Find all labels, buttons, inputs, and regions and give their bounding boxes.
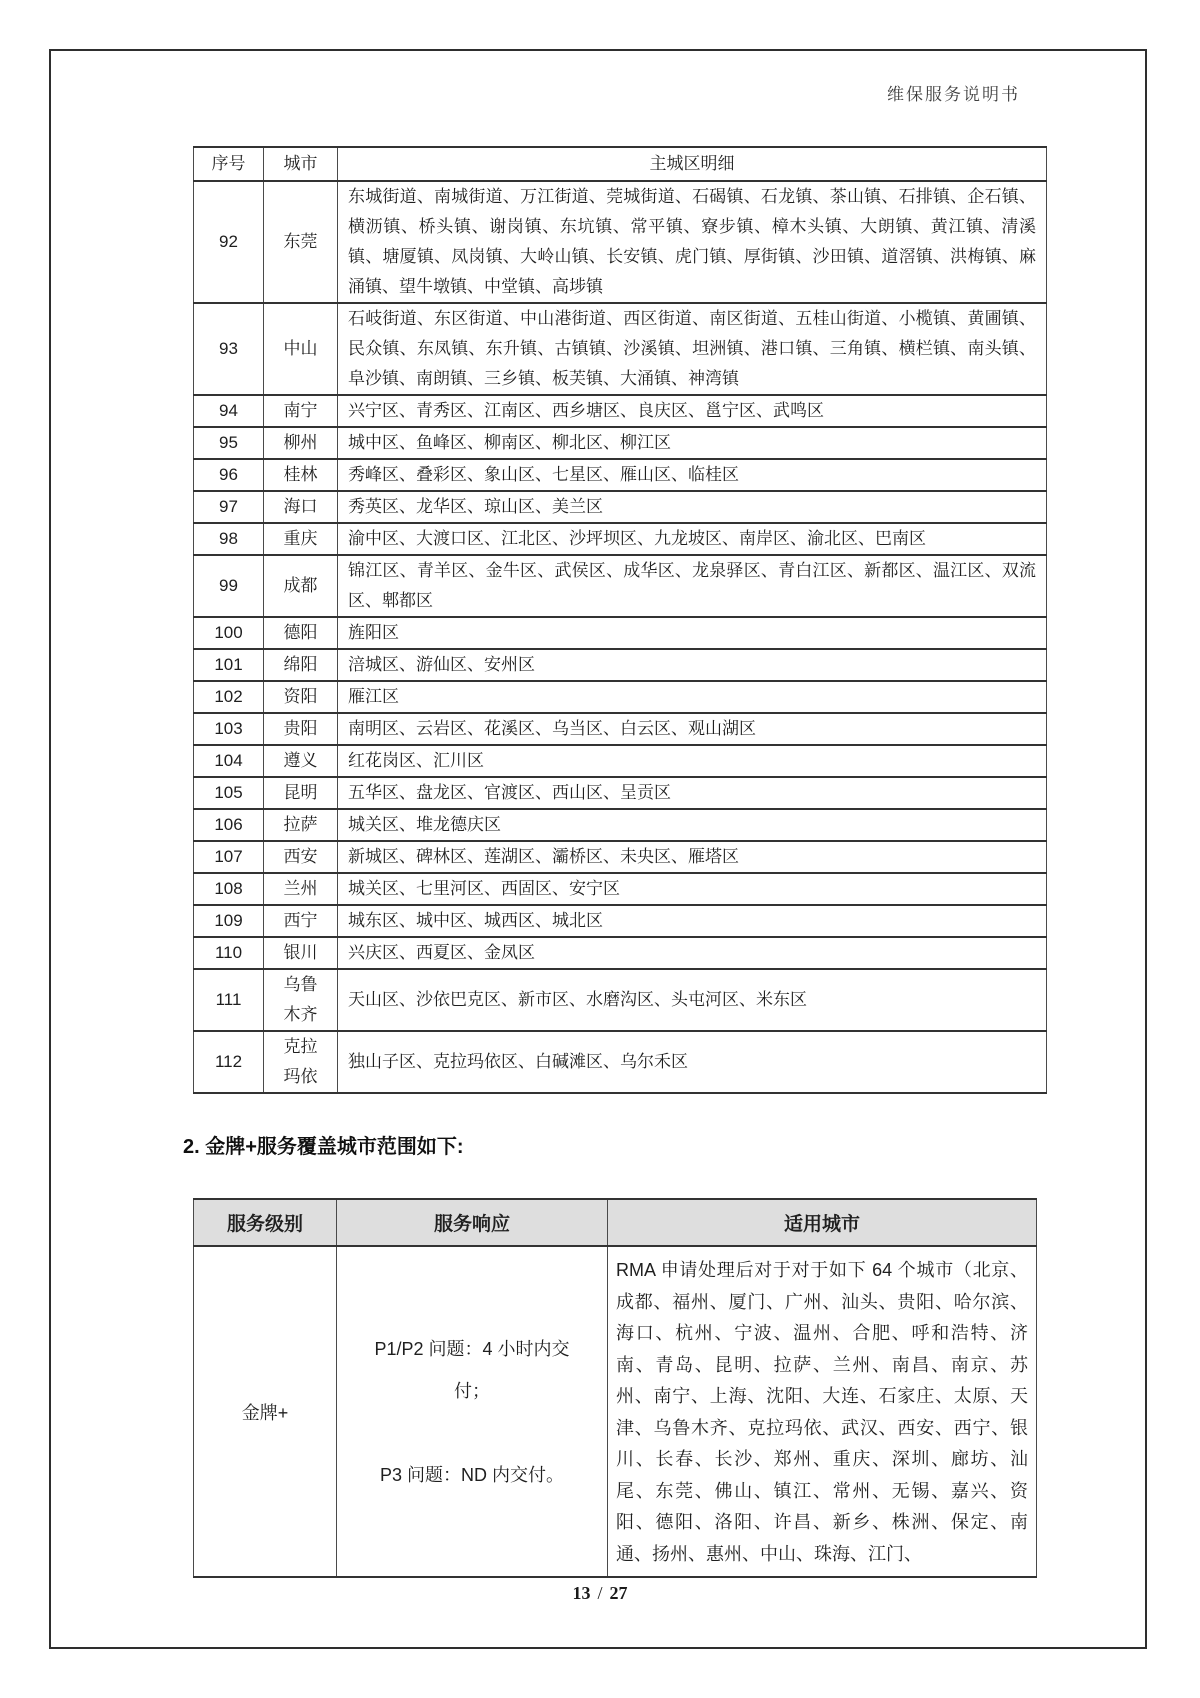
city-name-cell: 桂林 bbox=[264, 459, 338, 491]
page-number bbox=[0, 1583, 1200, 1604]
table-row bbox=[194, 905, 1047, 937]
table-row bbox=[194, 491, 1047, 523]
table-row bbox=[194, 427, 1047, 459]
table-row bbox=[194, 873, 1047, 905]
column-header-applicable-cities: 适用城市 bbox=[608, 1199, 1037, 1246]
table-row bbox=[194, 303, 1047, 395]
column-header-city: 城市 bbox=[264, 147, 338, 181]
table-row bbox=[194, 395, 1047, 427]
current-page-number: 13 bbox=[572, 1583, 591, 1603]
districts-cell: 城中区、鱼峰区、柳南区、柳北区、柳江区 bbox=[338, 427, 1047, 459]
response-line-2: P3 问题：ND 内交付。 bbox=[379, 1464, 565, 1485]
table-row bbox=[194, 1246, 1037, 1577]
service-coverage-table bbox=[193, 1198, 1037, 1578]
districts-cell: 五华区、盘龙区、官渡区、西山区、呈贡区 bbox=[338, 777, 1047, 809]
row-number-cell: 105 bbox=[194, 777, 264, 809]
city-name-cell: 乌鲁木齐 bbox=[264, 969, 338, 1031]
districts-cell: 天山区、沙依巴克区、新市区、水磨沟区、头屯河区、米东区 bbox=[338, 969, 1047, 1031]
row-number-cell: 107 bbox=[194, 841, 264, 873]
response-line-1: P1/P2 问题：4 小时内交付； bbox=[374, 1338, 570, 1401]
city-name-cell: 昆明 bbox=[264, 777, 338, 809]
city-name-cell: 东莞 bbox=[264, 181, 338, 303]
table-header-row bbox=[194, 147, 1047, 181]
table-row bbox=[194, 969, 1047, 1031]
table-header-row bbox=[194, 1199, 1037, 1246]
city-name-cell: 拉萨 bbox=[264, 809, 338, 841]
districts-cell: 秀英区、龙华区、琼山区、美兰区 bbox=[338, 491, 1047, 523]
page-number-separator: / bbox=[597, 1583, 603, 1603]
table-row bbox=[194, 459, 1047, 491]
column-header-districts: 主城区明细 bbox=[338, 147, 1047, 181]
table-row bbox=[194, 745, 1047, 777]
row-number-cell: 109 bbox=[194, 905, 264, 937]
city-name-cell: 西安 bbox=[264, 841, 338, 873]
city-name-cell: 柳州 bbox=[264, 427, 338, 459]
districts-cell: 南明区、云岩区、花溪区、乌当区、白云区、观山湖区 bbox=[338, 713, 1047, 745]
row-number-cell: 92 bbox=[194, 181, 264, 303]
city-name-cell: 西宁 bbox=[264, 905, 338, 937]
city-name-cell: 克拉玛依 bbox=[264, 1031, 338, 1093]
city-name-cell: 贵阳 bbox=[264, 713, 338, 745]
table-row bbox=[194, 1031, 1047, 1093]
city-districts-table bbox=[193, 146, 1047, 1094]
row-number-cell: 102 bbox=[194, 681, 264, 713]
districts-cell: 兴宁区、青秀区、江南区、西乡塘区、良庆区、邕宁区、武鸣区 bbox=[338, 395, 1047, 427]
column-header-number: 序号 bbox=[194, 147, 264, 181]
row-number-cell: 95 bbox=[194, 427, 264, 459]
table-row bbox=[194, 555, 1047, 617]
table-row bbox=[194, 649, 1047, 681]
row-number-cell: 106 bbox=[194, 809, 264, 841]
table-row bbox=[194, 617, 1047, 649]
city-name-cell: 成都 bbox=[264, 555, 338, 617]
districts-cell: 城关区、七里河区、西固区、安宁区 bbox=[338, 873, 1047, 905]
row-number-cell: 110 bbox=[194, 937, 264, 969]
districts-cell: 兴庆区、西夏区、金凤区 bbox=[338, 937, 1047, 969]
districts-cell: 城东区、城中区、城西区、城北区 bbox=[338, 905, 1047, 937]
districts-cell: 新城区、碑林区、莲湖区、灞桥区、未央区、雁塔区 bbox=[338, 841, 1047, 873]
table-row bbox=[194, 809, 1047, 841]
row-number-cell: 96 bbox=[194, 459, 264, 491]
row-number-cell: 101 bbox=[194, 649, 264, 681]
districts-cell: 渝中区、大渡口区、江北区、沙坪坝区、九龙坡区、南岸区、渝北区、巴南区 bbox=[338, 523, 1047, 555]
applicable-cities-cell: RMA 申请处理后对于对于如下 64 个城市（北京、成都、福州、厦门、广州、汕头、贵阳、哈尔滨、海口、杭州、宁波、温州、合肥、呼和浩特、济南、青岛、昆明、拉萨、兰州、南昌、南京、苏州、南宁、上海、沈阳、大连、石家庄、太原、天津、乌鲁木齐、克拉玛依、武汉、西安、西宁、银川、长春、长沙、郑州、重庆、深圳、廊坊、汕尾、东莞、佛山、镇江、常州、无锡、嘉兴、资阳、德阳、洛阳、许昌、新乡、株洲、保定、南通、扬州、惠州、中山、珠海、江门、 bbox=[608, 1246, 1037, 1577]
city-name-cell: 兰州 bbox=[264, 873, 338, 905]
document-header-title: 维保服务说明书 bbox=[887, 85, 1020, 104]
column-header-service-response: 服务响应 bbox=[337, 1199, 608, 1246]
row-number-cell: 112 bbox=[194, 1031, 264, 1093]
table-row bbox=[194, 181, 1047, 303]
service-level-cell: 金牌+ bbox=[194, 1246, 337, 1577]
districts-cell: 石岐街道、东区街道、中山港街道、西区街道、南区街道、五桂山街道、小榄镇、黄圃镇、民众镇、东凤镇、东升镇、古镇镇、沙溪镇、坦洲镇、港口镇、三角镇、横栏镇、南头镇、阜沙镇、南朗镇、三乡镇、板芙镇、大涌镇、神湾镇 bbox=[338, 303, 1047, 395]
row-number-cell: 103 bbox=[194, 713, 264, 745]
table-row bbox=[194, 937, 1047, 969]
city-name-cell: 重庆 bbox=[264, 523, 338, 555]
row-number-cell: 104 bbox=[194, 745, 264, 777]
row-number-cell: 111 bbox=[194, 969, 264, 1031]
row-number-cell: 108 bbox=[194, 873, 264, 905]
row-number-cell: 99 bbox=[194, 555, 264, 617]
table-row bbox=[194, 681, 1047, 713]
section-heading: 2. 金牌+服务覆盖城市范围如下: bbox=[183, 1136, 464, 1158]
table-row bbox=[194, 523, 1047, 555]
city-name-cell: 资阳 bbox=[264, 681, 338, 713]
service-response-cell bbox=[337, 1246, 608, 1577]
city-name-cell: 海口 bbox=[264, 491, 338, 523]
districts-cell: 旌阳区 bbox=[338, 617, 1047, 649]
districts-cell: 东城街道、南城街道、万江街道、莞城街道、石碣镇、石龙镇、茶山镇、石排镇、企石镇、横沥镇、桥头镇、谢岗镇、东坑镇、常平镇、寮步镇、樟木头镇、大朗镇、黄江镇、清溪镇、塘厦镇、凤岗镇、大岭山镇、长安镇、虎门镇、厚街镇、沙田镇、道滘镇、洪梅镇、麻涌镇、望牛墩镇、中堂镇、高埗镇 bbox=[338, 181, 1047, 303]
city-name-cell: 银川 bbox=[264, 937, 338, 969]
row-number-cell: 97 bbox=[194, 491, 264, 523]
city-name-cell: 中山 bbox=[264, 303, 338, 395]
districts-cell: 城关区、堆龙德庆区 bbox=[338, 809, 1047, 841]
city-name-cell: 德阳 bbox=[264, 617, 338, 649]
districts-cell: 涪城区、游仙区、安州区 bbox=[338, 649, 1047, 681]
districts-cell: 锦江区、青羊区、金牛区、武侯区、成华区、龙泉驿区、青白江区、新都区、温江区、双流区、郫都区 bbox=[338, 555, 1047, 617]
row-number-cell: 93 bbox=[194, 303, 264, 395]
districts-cell: 独山子区、克拉玛依区、白碱滩区、乌尔禾区 bbox=[338, 1031, 1047, 1093]
total-page-number: 27 bbox=[609, 1583, 628, 1603]
districts-cell: 红花岗区、汇川区 bbox=[338, 745, 1047, 777]
city-name-cell: 绵阳 bbox=[264, 649, 338, 681]
row-number-cell: 98 bbox=[194, 523, 264, 555]
table-row bbox=[194, 777, 1047, 809]
row-number-cell: 94 bbox=[194, 395, 264, 427]
column-header-service-level: 服务级别 bbox=[194, 1199, 337, 1246]
city-name-cell: 南宁 bbox=[264, 395, 338, 427]
table-row bbox=[194, 713, 1047, 745]
districts-cell: 秀峰区、叠彩区、象山区、七星区、雁山区、临桂区 bbox=[338, 459, 1047, 491]
city-name-cell: 遵义 bbox=[264, 745, 338, 777]
table-row bbox=[194, 841, 1047, 873]
service-response-text bbox=[372, 1328, 572, 1496]
districts-cell: 雁江区 bbox=[338, 681, 1047, 713]
row-number-cell: 100 bbox=[194, 617, 264, 649]
